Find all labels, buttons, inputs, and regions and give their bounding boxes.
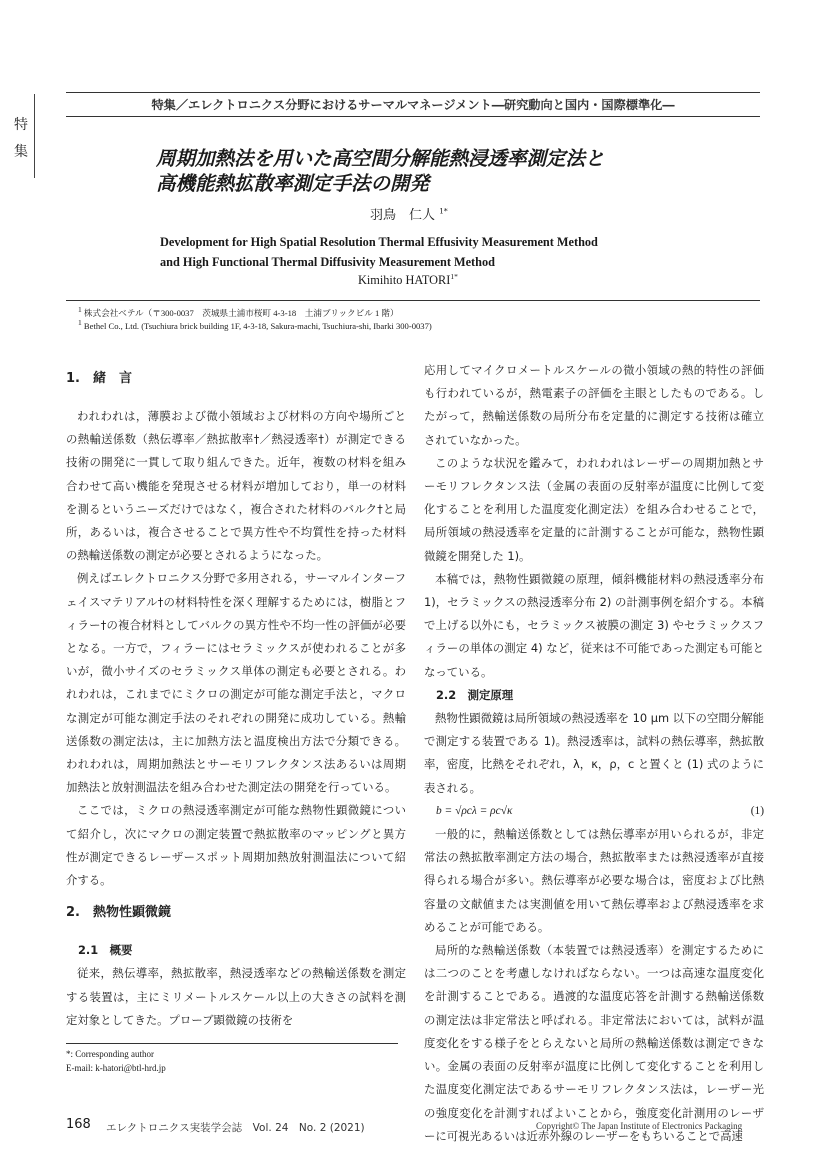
left-column [66, 366, 406, 1032]
affiliation-en-sup: 1 [78, 318, 82, 328]
paragraph: 熱物性顕微鏡は局所領域の熱浸透率を 10 μm 以下の空間分解能で測定する装置である 1)。熱浸透率は，試料の熱伝導率，熱拡散率，密度，比熱をそれぞれ，λ，κ，ρ，c と置くと (1) 式のように表される。 [424, 711, 764, 795]
author-ja-sup: 1* [439, 206, 448, 216]
section-heading-intro: 1. 緒 言 [66, 371, 132, 386]
affiliation-en-text: Bethel Co., Ltd. (Tsuchiura brick building 1F, 4-3-18, Sakura-machi, Tsuchiura-shi, Ibarki 300-0037) [83, 321, 432, 331]
copyright: Copyright© The Japan Institute of Electronics Packaging [536, 1121, 743, 1131]
equation-1 [424, 800, 764, 823]
author-en-name: Kimihito HATORI [358, 273, 451, 287]
header-rule-top [66, 92, 760, 93]
paragraph: 従来，熱伝導率，熱拡散率，熱浸透率などの熱輸送係数を測定する装置は，主にミリメートルスケール以上の大きさの試料を測定対象としてきた。プローブ顕微鏡の技術を [66, 966, 406, 1027]
subsection-heading-principle: 2.2 測定原理 [436, 687, 514, 702]
paragraph: このような状況を鑑みて，われわれはレーザーの周期加熱とサーモリフレクタンス法（金属の表面の反射率が温度に比例して変化することを利用した温度変化測定法）を組み合わせることで，局所領域の熱浸透率を定量的に計測することが可能な，熱物性顕微鏡を開発した 1)。 [424, 455, 764, 563]
footnote-rule [66, 1043, 398, 1044]
author-ja-name: 羽鳥 仁人 [370, 208, 436, 223]
article-title-ja [156, 146, 605, 196]
equation-expression: b = √ρcλ = ρc√κ [436, 804, 513, 817]
footnote [66, 1047, 166, 1075]
author-en [358, 273, 458, 288]
footnote-corresponding: *: Corresponding author [66, 1049, 154, 1059]
paragraph: われわれは，薄膜および微小領域および材料の方向や場所ごとの熱輸送係数（熱伝導率／熱拡散率†／熱浸透率†）が測定できる技術の開発に一貫して取り組んできた。近年，複数の材料を組み合わせて高い機能を発現させる材料が増加しており，単一の材料を測るというニーズだけではなく，複合された材料のバルク†と局所，あるいは，複合させることで異方性や不均質性を持った材料の熱輸送係数の測定が必要とされるようになった。 [66, 409, 406, 563]
article-title-en [160, 232, 598, 272]
page-number: 168 [66, 1117, 91, 1132]
equation-number: (1) [750, 804, 764, 817]
sidebar-divider [34, 94, 35, 178]
title-block-rule [66, 300, 760, 301]
subsection-heading-overview: 2.1 概要 [78, 943, 133, 958]
right-column [424, 359, 764, 1148]
affiliation-ja-text: 株式会社ベテル（〒300-0037 茨城県土浦市桜町 4-3-18 土浦ブリックビル 1 階） [83, 308, 399, 318]
article-title-ja-line1: 周期加熱法を用いた高空間分解能熱浸透率測定法と [156, 147, 605, 170]
series-title: 特集／エレクトロニクス分野におけるサーマルマネージメント―研究動向と国内・国際標準化― [151, 98, 675, 112]
paragraph: 局所的な熱輸送係数（本装置では熱浸透率）を測定するためには二つのことを考慮しなければならない。一つは高速な温度変化を計測することである。過渡的な温度応答を計測する熱輸送係数の測定法は非定常法と呼ばれる。非定常法においては，試料が温度変化をする様子をとらえないと局所の熱輸送係数は測定できない。金属の表面の反射率が温度に比例して変化することを利用した温度変化測定法であるサーモリフレクタンス法は，レーザー光の強度変化を計測すればよいことから，強度変化計測用のレーザーに可視光あるいは近赤外線のレーザーをもちいることで高速 [424, 943, 764, 1143]
paragraph: ここでは，ミクロの熱浸透率測定が可能な熱物性顕微鏡について紹介し，次にマクロの測定装置で熱拡散率のマッピングと異方性が測定できるレーザースポット周期加熱放射測温法について紹介する。 [66, 803, 406, 888]
paragraph: 本稿では，熱物性顕微鏡の原理，傾斜機能材料の熱浸透率分布 1)，セラミックスの熱浸透率分布 2) の計測事例を紹介する。本稿で上げる以外にも，セラミックス被膜の測定 3) やセラミックスフィラーの単体の測定 4) など，従来は不可能であった測定も可能となっている。 [424, 571, 764, 679]
paragraph: 例えばエレクトロニクス分野で多用される，サーマルインターフェイスマテリアル†の材料特性を深く理解するためには，樹脂とフィラー†の複合材料としてバルクの異方性や不均一性の評価が必要となる。一方で，フィラーにはセラミックスが使われることが多いが，微小サイズのセラミックス単体の測定も必要とされる。われわれは，これまでにミクロの測定が可能な測定手法と，マクロな測定が可能な測定手法のそれぞれの開発に成功している。熱輸送係数の測定法は，主に加熱方法と温度検出方法で分類できる。われわれは，周期加熱法とサーモリフレクタンス法あるいは周期加熱法と放射測温法を組み合わせた測定法の開発を行っている。 [66, 571, 406, 795]
footnote-email: E-mail: k-hatori@btl-hrd.jp [66, 1063, 166, 1073]
header-rule-bottom [66, 116, 760, 117]
paragraph: 一般的に，熱輸送係数としては熱伝導率が用いられるが，非定常法の熱拡散率測定方法の場合，熱拡散率または熱浸透率が直接得られる場合が多い。熱伝導率が必要な場合は，密度および比熱容量の文献値または実測値を用いて熱伝導率および熱浸透率を求めることが可能である。 [424, 827, 764, 934]
journal-citation: エレクトロニクス実装学会誌 Vol. 24 No. 2 (2021) [106, 1122, 365, 1134]
author-ja [370, 204, 448, 223]
affiliation-en [78, 318, 432, 331]
affiliation-ja-sup: 1 [78, 305, 82, 315]
section-heading-microscope: 2. 熱物性顕微鏡 [66, 905, 171, 921]
article-title-en-line2: and High Functional Thermal Diffusivity Measurement Method [160, 255, 495, 269]
article-title-en-line1: Development for High Spatial Resolution Thermal Effusivity Measurement Method [160, 235, 598, 249]
article-title-ja-line2: 高機能熱拡散率測定手法の開発 [156, 172, 430, 195]
section-tab-label: 特集 [14, 117, 28, 160]
author-en-sup: 1* [450, 271, 458, 281]
paragraph: 応用してマイクロメートルスケールの微小領域の熱的特性の評価も行われているが，熱電素子の評価を主眼としたものである。したがって，熱輸送係数の局所分布を定量的に測定する技術は確立されていなかった。 [424, 363, 764, 447]
affiliation-ja [78, 307, 399, 319]
